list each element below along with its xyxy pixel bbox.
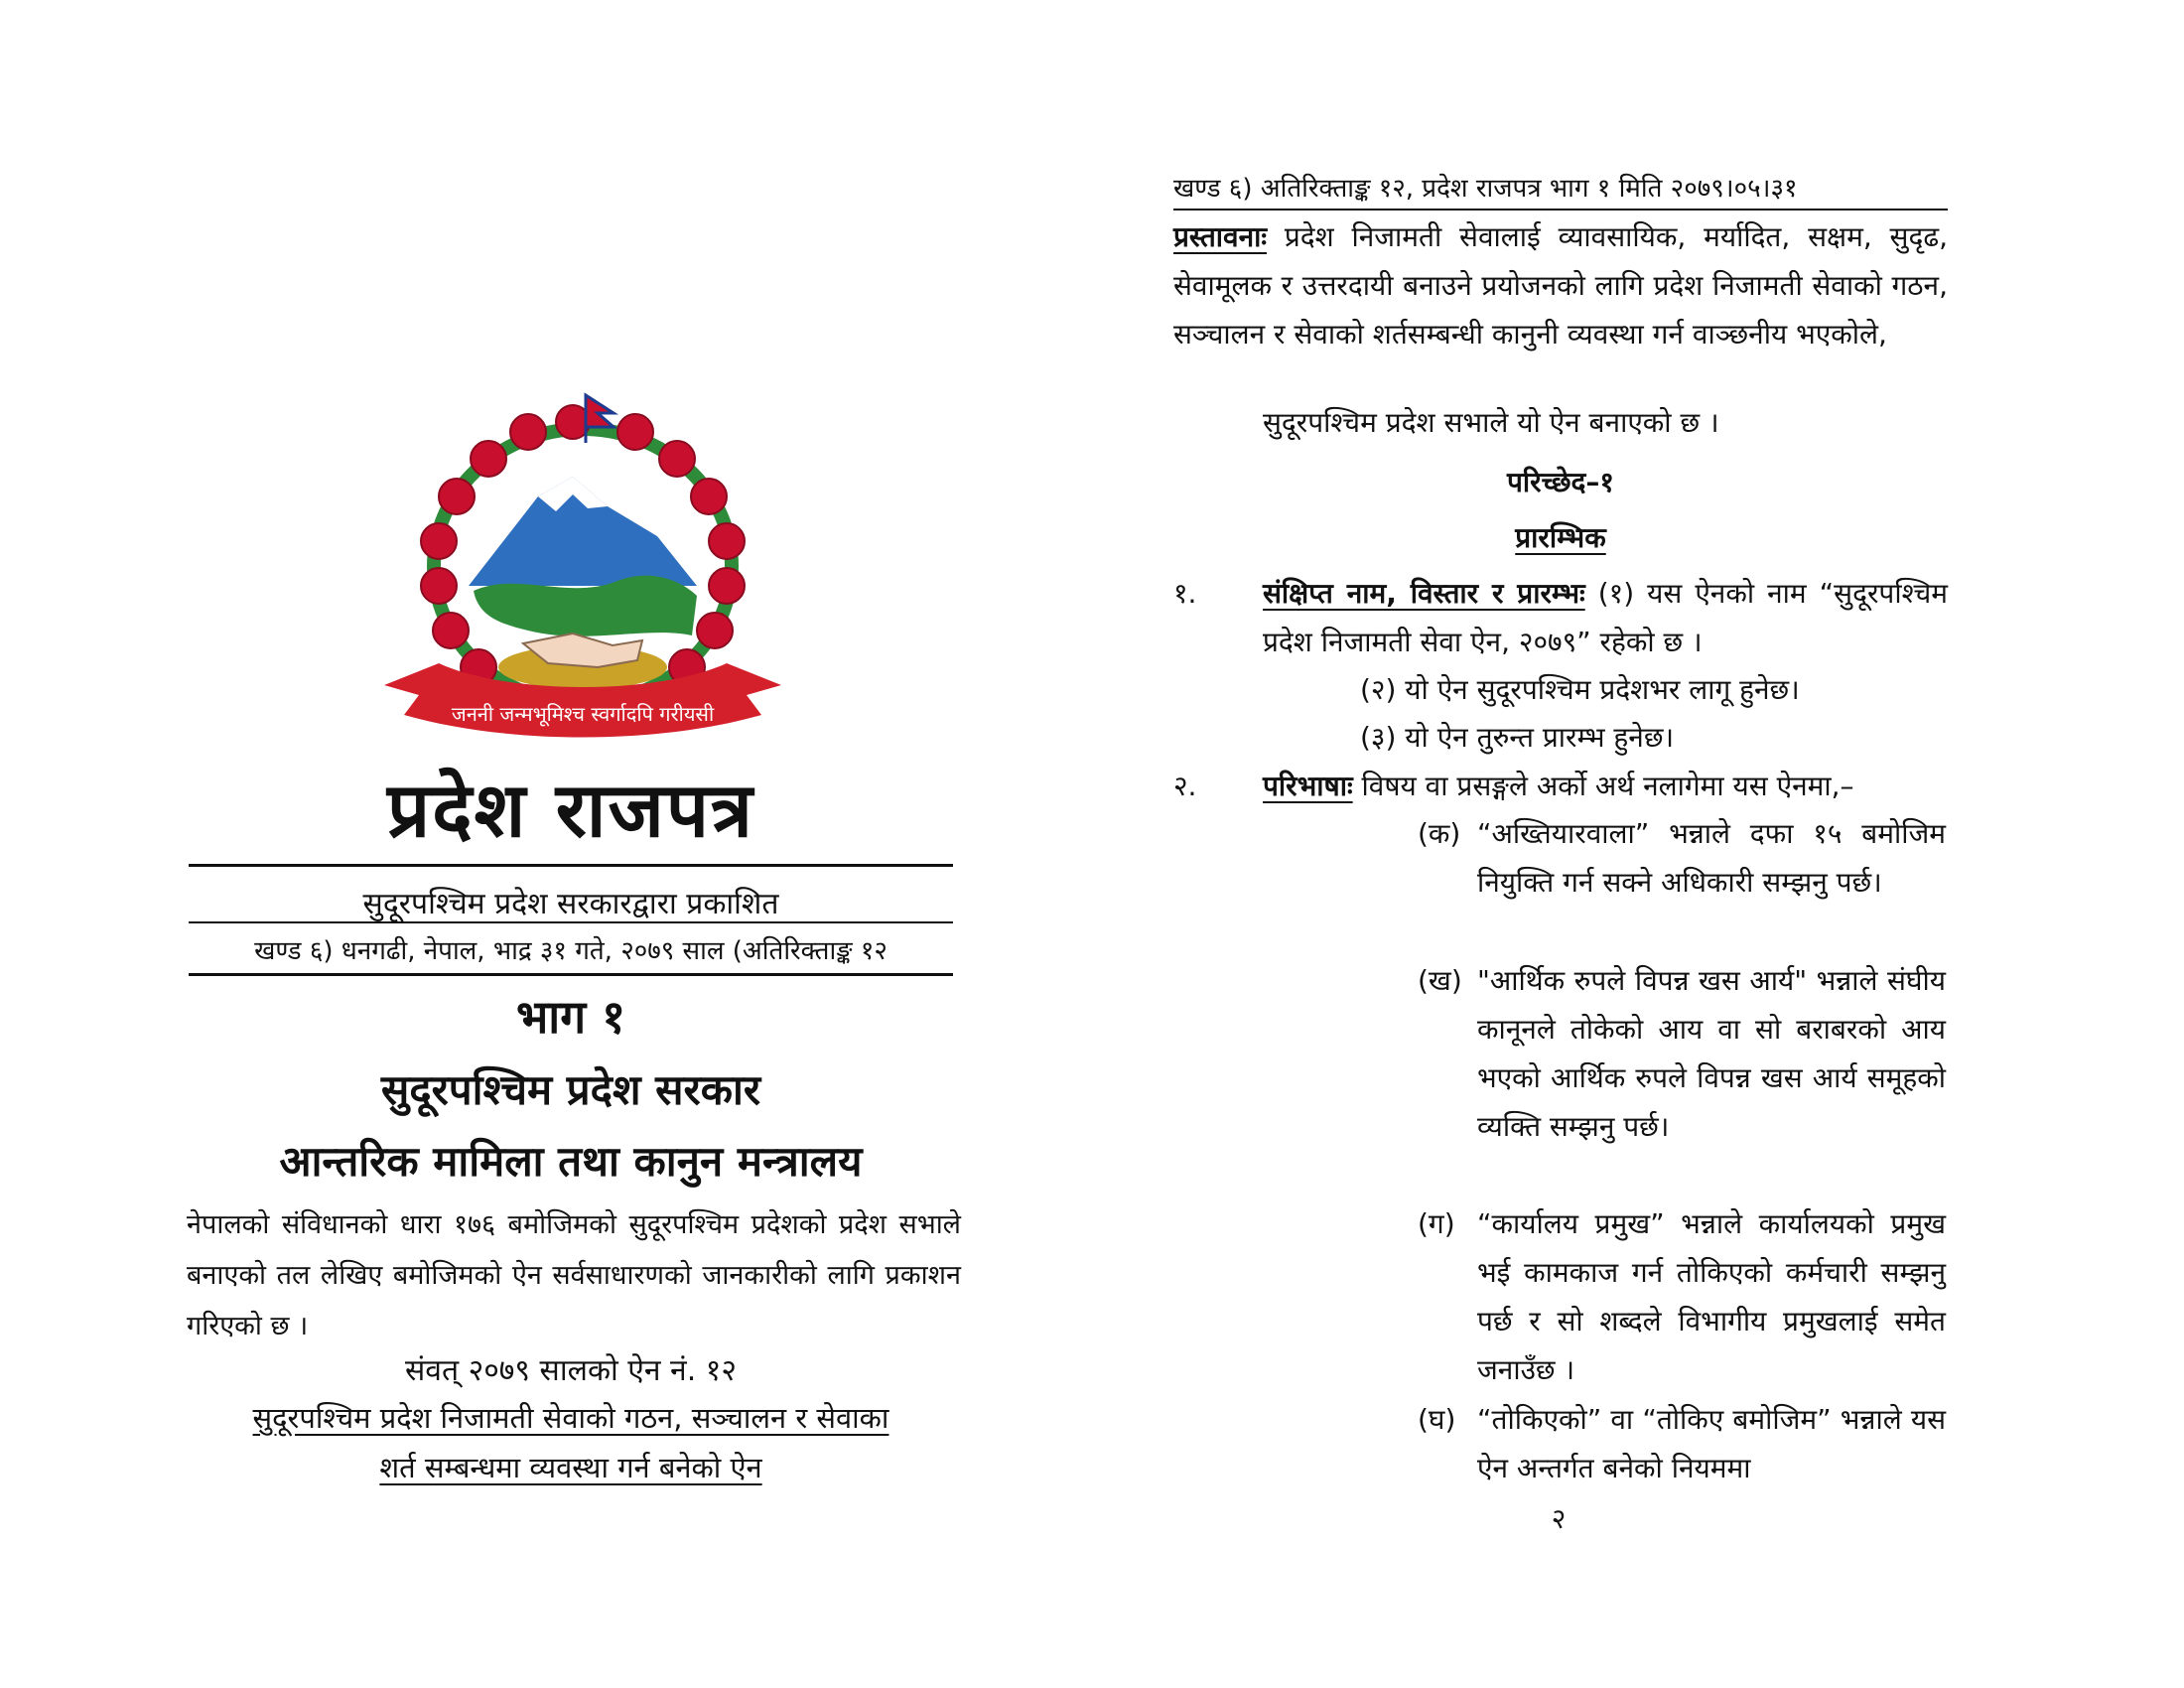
part-label: भाग १ [515,990,626,1044]
act-title: शर्त सम्बन्धमा व्यवस्था गर्न बनेको ऐन [379,1451,762,1484]
ministry-name: आन्तरिक मामिला तथा कानुन मन्त्रालय [279,1137,863,1186]
clause-text: “अख्तियारवाला” भन्नाले दफा १५ बमोजिम नियुक्ति गर्न सक्ने अधिकारी सम्झनु पर्छ। [1477,817,1946,899]
chapter-title: प्रारम्भिक [1515,521,1606,554]
clause-text: “तोकिएको” वा “तोकिए बमोजिम” भन्नाले यस ऐन अन्तर्गत बनेको नियममा [1477,1403,1946,1484]
divider [189,921,953,923]
preamble-text: प्रदेश निजामती सेवालाई व्यावसायिक, मर्यादित, सक्षम, सुदृढ, सेवामूलक र उत्तरदायी बनाउने प्रयोजनको लागि प्रदेश निजामती सेवाको गठन, सञ्चालन र सेवाको शर्तसम्बन्धी कानुनी व्यवस्था गर्न वाञ्छनीय भएकोले, [1173,220,1948,351]
enactment-line: सुदूरपश्चिम प्रदेश सभाले यो ऐन बनाएको छ । [1263,406,1719,439]
section-text: (१) यस ऐनको नाम “सुदूरपश्चिम प्रदेश निजामती सेवा ऐन, २०७९” रहेको छ । [1263,577,1948,658]
section-number: २. [1173,770,1197,802]
preamble [1173,212,1948,358]
divider [189,864,953,867]
issue-line: खण्ड ६) धनगढी, नेपाल, भाद्र ३१ गते, २०७९ साल (अतिरिक्ताङ्क १२ [254,936,887,966]
subsection: (२) यो ऐन सुदूरपश्चिम प्रदेशभर लागू हुनेछ। [1360,673,1800,706]
section-body [1263,569,1948,666]
section-heading: परिभाषाः [1263,770,1353,802]
chapter-label: परिच्छेद–१ [1507,466,1614,498]
clause-letter: (घ) [1418,1403,1456,1436]
clause-letter: (क) [1418,817,1461,850]
preamble-label: प्रस्तावनाः [1173,220,1268,253]
section-text: विषय वा प्रसङ्गले अर्को अर्थ नलागेमा यस ऐनमा,– [1352,770,1854,802]
section-heading: संक्षिप्त नाम, विस्तार र प्रारम्भः [1263,577,1585,610]
subsection: (३) यो ऐन तुरुन्त प्रारम्भ हुनेछ। [1360,721,1675,754]
intro-paragraph: नेपालको संविधानको धारा १७६ बमोजिमको सुदूरपश्चिम प्रदेशको प्रदेश सभाले बनाएको तल लेखिए बमोजिमको ऐन सर्वसाधारणको जानकारीको लागि प्रकाशन गरिएको छ । [187,1209,961,1341]
act-title: सुदूरपश्चिम प्रदेश निजामती सेवाको गठन, सञ्चालन र सेवाका [252,1401,889,1435]
province-emblem-icon [369,387,796,745]
clause-text: “कार्यालय प्रमुख” भन्नाले कार्यालयको प्रमुख भई कामकाज गर्न तोकिएको कर्मचारी सम्झनु पर्छ र सो शब्दले विभागीय प्रमुखलाई समेत जनाउँछ । [1477,1207,1946,1386]
section-body [1263,762,1948,810]
running-header: खण्ड ६) अतिरिक्ताङ्क १२, प्रदेश राजपत्र भाग १ मिति २०७९।०५।३१ [1173,169,1948,211]
clause-text: "आर्थिक रुपले विपन्न खस आर्य" भन्नाले संघीय कानूनले तोकेको आय वा सो बराबरको आय भएको आर्थिक रुपले विपन्न खस आर्य समूहको व्यक्ति सम्झनु पर्छ। [1477,964,1946,1143]
page-number: २ [1551,1502,1567,1535]
act-number: संवत् २०७९ सालको ऐन नं. १२ [405,1353,737,1388]
section-number: १. [1173,577,1197,610]
emblem-motto: जननी जन्मभूमिश्च स्वर्गादपि गरीयसी [451,702,715,726]
clause-letter: (ख) [1418,964,1462,997]
clause-letter: (ग) [1418,1207,1455,1240]
government-name: सुदूरपश्चिम प्रदेश सरकार [380,1065,761,1114]
publisher-line: सुदूरपश्चिम प्रदेश सरकारद्वारा प्रकाशित [362,887,779,921]
divider [189,973,953,976]
gazette-title: प्रदेश राजपत्र [386,766,755,854]
